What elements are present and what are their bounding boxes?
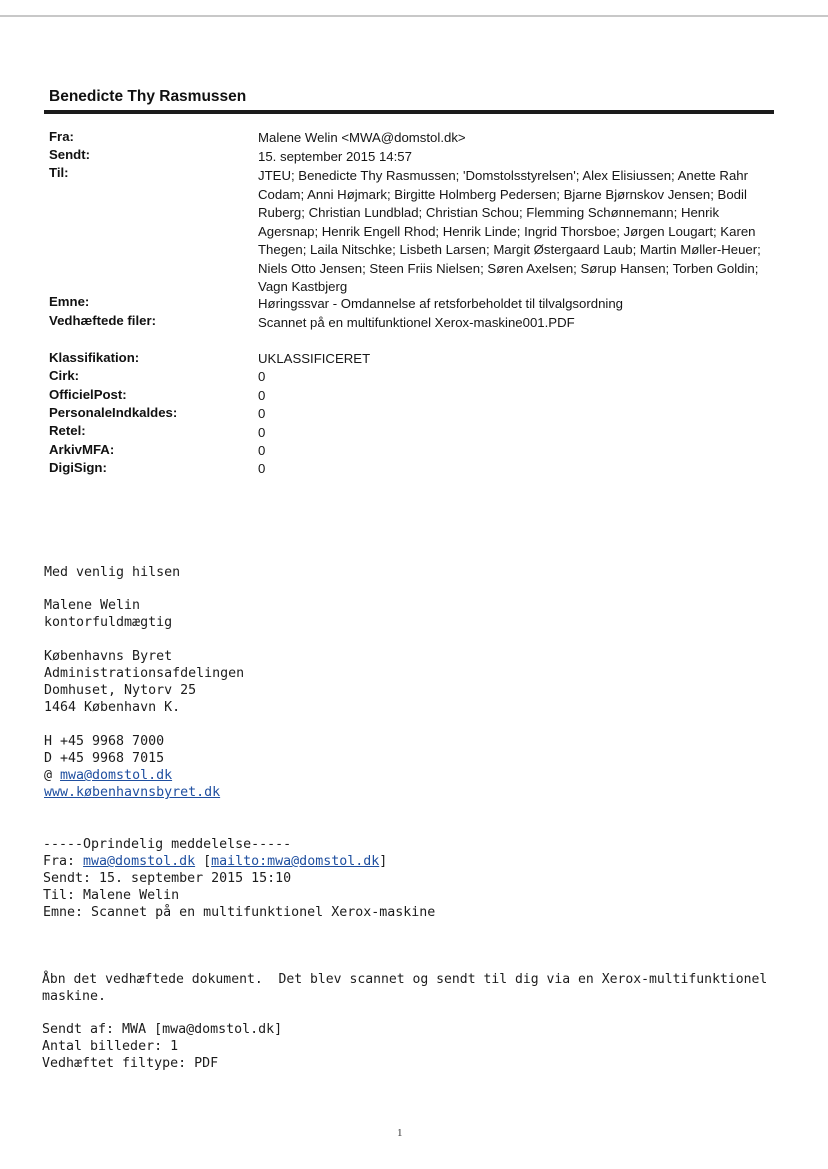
greeting: Med venlig hilsen — [44, 565, 181, 580]
org-dept: Administrationsafdelingen — [44, 666, 245, 681]
org-street: Domhuset, Nytorv 25 — [44, 683, 197, 698]
original-body-line-2: maskine. — [42, 989, 107, 1004]
image-count-line: Antal billeder: 1 — [42, 1039, 179, 1054]
personaleindkaldes-value: 0 — [258, 406, 266, 421]
sent-value: 15. september 2015 14:57 — [258, 149, 412, 164]
mailto-link[interactable]: mailto:mwa@domstol.dk — [211, 854, 380, 869]
from-label: Fra: — [49, 129, 74, 144]
original-from-line — [43, 853, 387, 870]
attachments-value[interactable]: Scannet på en multifunktionel Xerox-maskine001.PDF — [258, 315, 575, 330]
sent-by-line: Sendt af: MWA [mwa@domstol.dk] — [42, 1022, 283, 1037]
officielpost-label: OfficielPost: — [49, 387, 127, 402]
at-sign: @ — [44, 768, 61, 783]
scan-top-edge — [0, 15, 828, 17]
digisign-label: DigiSign: — [49, 460, 107, 475]
phone-main: H +45 9968 7000 — [44, 734, 165, 749]
original-to-line: Til: Malene Welin — [43, 888, 180, 903]
original-subject-line: Emne: Scannet på en multifunktionel Xerox-maskine — [43, 905, 436, 920]
digisign-value: 0 — [258, 461, 266, 476]
original-from-link[interactable]: mwa@domstol.dk — [83, 854, 196, 869]
original-sent-line: Sendt: 15. september 2015 15:10 — [43, 871, 292, 886]
signature-email-link[interactable]: mwa@domstol.dk — [60, 768, 173, 783]
website-link[interactable]: www.københavnsbyret.dk — [44, 785, 221, 800]
arkivmfa-value: 0 — [258, 443, 266, 458]
from-value: Malene Welin <MWA@domstol.dk> — [258, 130, 466, 145]
sent-label: Sendt: — [49, 147, 91, 162]
phone-direct: D +45 9968 7015 — [44, 751, 165, 766]
original-body-line-1: Åbn det vedhæftede dokument. Det blev scannet og sendt til dig via en Xerox-multifunktionel — [42, 972, 768, 987]
retel-label: Retel: — [49, 423, 86, 438]
classification-value: UKLASSIFICERET — [258, 351, 371, 366]
original-from-prefix: Fra: — [43, 854, 84, 869]
arkivmfa-label: ArkivMFA: — [49, 442, 115, 457]
org-name: Københavns Byret — [44, 649, 173, 664]
officielpost-value: 0 — [258, 388, 266, 403]
bracket-open: [ — [195, 854, 212, 869]
website-line — [44, 784, 220, 801]
cirk-value: 0 — [258, 369, 266, 384]
page-number: 1 — [397, 1127, 403, 1139]
header-rule — [44, 110, 774, 114]
signer-title: kontorfuldmægtig — [44, 615, 173, 630]
subject-value: Høringssvar - Omdannelse af retsforbeholdet til tilvalgsordning — [258, 296, 624, 311]
retel-value: 0 — [258, 425, 266, 440]
signature-email-line — [44, 767, 172, 784]
original-separator: -----Oprindelig meddelelse----- — [43, 837, 292, 852]
signer-name: Malene Welin — [44, 598, 141, 613]
subject-label: Emne: — [49, 294, 90, 309]
attachments-label: Vedhæftede filer: — [49, 313, 156, 328]
org-city: 1464 København K. — [44, 700, 181, 715]
to-value: JTEU; Benedicte Thy Rasmussen; 'Domstolsstyrelsen'; Alex Elisiussen; Anette Rahr Codam; Anni Højmark; Birgitte Holmberg Pedersen; Bjarne Bjørnskov Jensen; Bodil Ruberg; Christian Lundblad; Christian Schou; Flemming Schønnemann; Henrik Agersnap; Henrik Engell Rhod; Henrik Linde; Ingrid Thorsboe; Jørgen Lougart; Karen Thegen; Laila Nitschke; Lisbeth Larsen; Margit Østergaard Laub; Martin Møller-Heuer; Niels Otto Jensen; Steen Friis Nielsen; Søren Axelsen; Sørup Hansen; Torben Goldin; Vagn Kastbjerg — [258, 168, 761, 294]
to-label: Til: — [49, 165, 69, 180]
bracket-close: ] — [379, 854, 388, 869]
classification-label: Klassifikation: — [49, 350, 140, 365]
cirk-label: Cirk: — [49, 368, 80, 383]
file-type-line: Vedhæftet filtype: PDF — [42, 1056, 219, 1071]
personaleindkaldes-label: PersonaleIndkaldes: — [49, 405, 178, 420]
mailbox-owner-name: Benedicte Thy Rasmussen — [49, 88, 247, 105]
